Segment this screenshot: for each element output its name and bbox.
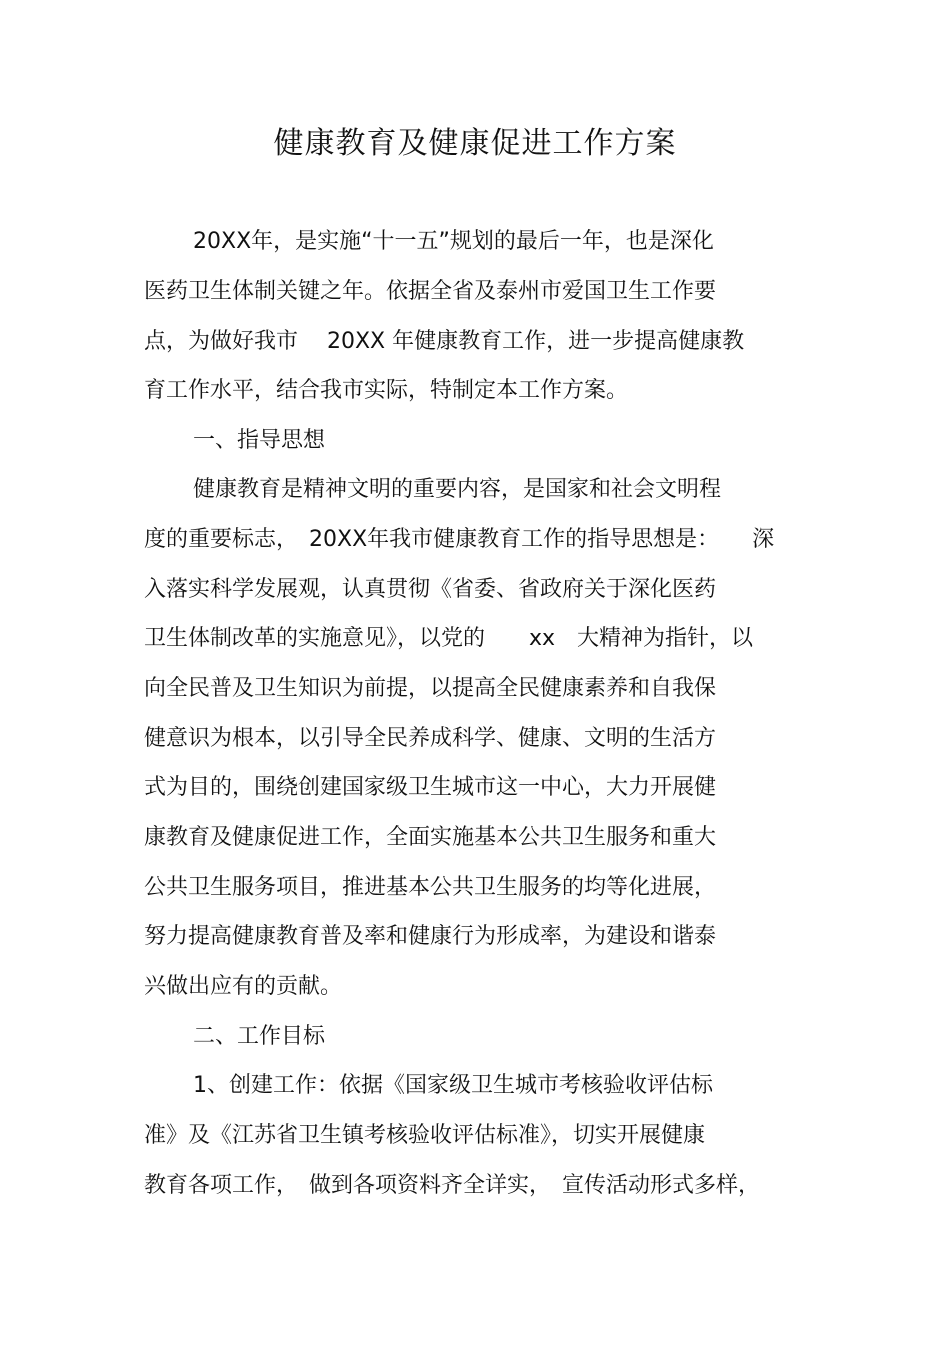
body-line-1: 20XX年，是实施“十一五”规划的最后一年，也是深化 — [193, 229, 714, 254]
body-line-8: 入落实科学发展观，认真贯彻《省委、省政府关于深化医药 — [144, 577, 717, 602]
body-line-12: 式为目的，围绕创建国家级卫生城市这一中心，大力开展健 — [144, 775, 717, 800]
body-line-19: 准》及《江苏省卫生镇考核验收评估标准》，切实开展健康 — [144, 1123, 706, 1148]
body-line-20: 教育各项工作， 做到各项资料齐全详实， 宣传活动形式多样， — [144, 1173, 761, 1198]
body-line-14: 公共卫生服务项目，推进基本公共卫生服务的均等化进展， — [144, 875, 717, 900]
body-line-6: 健康教育是精神文明的重要内容，是国家和社会文明程 — [193, 477, 722, 502]
body-line-10: 向全民普及卫生知识为前提，以提高全民健康素养和自我保 — [144, 676, 717, 701]
body-line-4: 育工作水平，结合我市实际，特制定本工作方案。 — [144, 378, 629, 403]
body-line-7: 度的重要标志， 20XX年我市健康教育工作的指导思想是： 深 — [144, 527, 775, 552]
body-line-2: 医药卫生体制关键之年。依据全省及泰州市爱国卫生工作要 — [144, 279, 717, 304]
section-heading-1: 一、指导思想 — [193, 428, 326, 453]
body-line-16: 兴做出应有的贡献。 — [144, 974, 343, 999]
body-line-13: 康教育及健康促进工作，全面实施基本公共卫生服务和重大 — [144, 825, 717, 850]
body-line-15: 努力提高健康教育普及率和健康行为形成率，为建设和谐泰 — [144, 924, 717, 949]
document-title: 健康教育及健康促进工作方案 — [273, 126, 677, 161]
body-line-9: 卫生体制改革的实施意见》，以党的 xx 大精神为指针，以 — [144, 626, 754, 651]
body-line-11: 健意识为根本，以引导全民养成科学、健康、文明的生活方 — [144, 726, 717, 751]
body-line-18: 1、创建工作：依据《国家级卫生城市考核验收评估标 — [193, 1073, 713, 1098]
section-heading-2: 二、工作目标 — [193, 1024, 326, 1049]
body-line-3: 点，为做好我市 20XX 年健康教育工作，进一步提高健康教 — [144, 329, 745, 354]
